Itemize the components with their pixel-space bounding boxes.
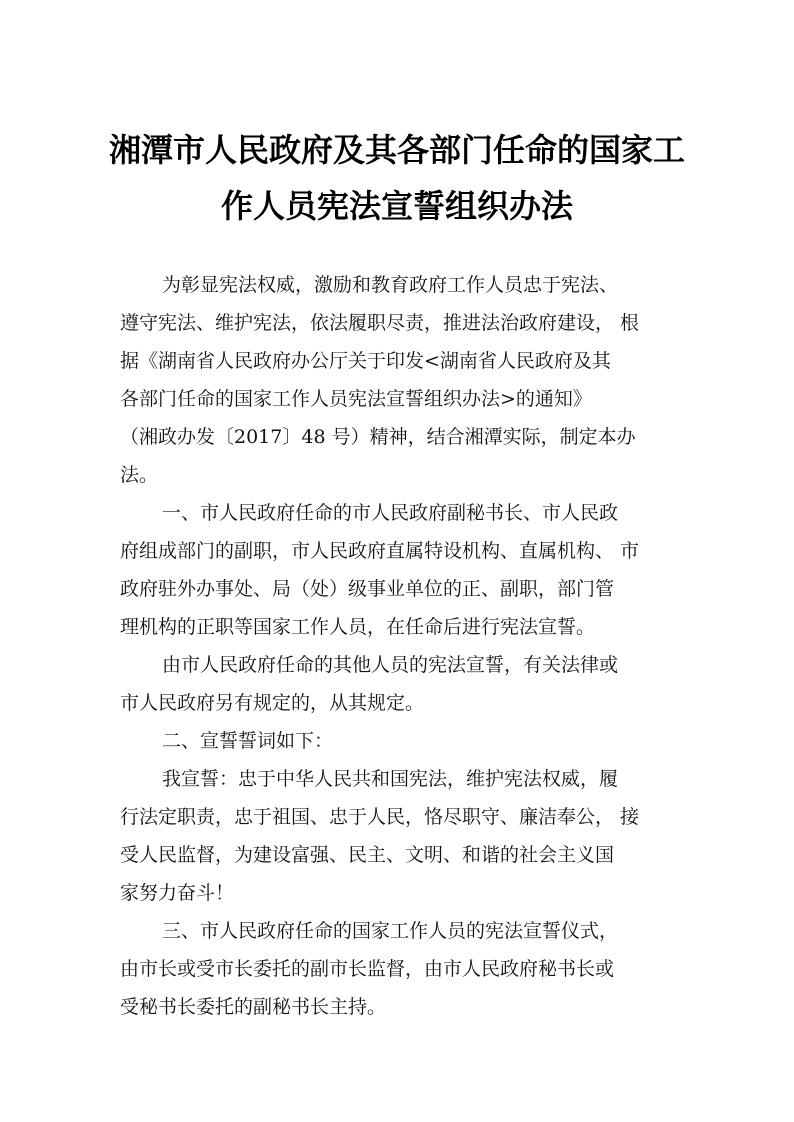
document-title-line-2: 作人员宪法宣誓组织办法 — [220, 187, 573, 225]
body-line-4: 各部门任命的国家工作人员宪法宣誓组织办法>的通知》 — [120, 388, 592, 410]
body-line-17: 家努力奋斗！ — [120, 882, 235, 904]
document-title-line-1: 湘潭市人民政府及其各部门任命的国家工 — [108, 131, 685, 169]
body-line-9: 政府驻外办事处、局（处）级事业单位的正、副职，部门管 — [120, 578, 615, 600]
body-line-14: 我宣誓：忠于中华人民共和国宪法，维护宪法权威，履 — [162, 768, 619, 790]
body-line-11: 由市人民政府任命的其他人员的宪法宣誓，有关法律或 — [162, 654, 619, 676]
body-line-7: 一、市人民政府任命的市人民政府副秘书长、市人民政 — [162, 502, 619, 524]
body-line-2: 遵守宪法、维护宪法，依法履职尽责，推进法治政府建设， 根 — [120, 312, 640, 334]
body-line-12: 市人民政府另有规定的，从其规定。 — [120, 692, 425, 714]
body-line-10: 理机构的正职等国家工作人员，在任命后进行宪法宣誓。 — [120, 616, 596, 638]
body-line-15: 行法定职责，忠于祖国、忠于人民，恪尽职守、廉洁奉公， 接 — [120, 806, 640, 828]
body-line-6: 法。 — [120, 464, 159, 486]
body-line-5: （湘政办发〔2017〕48 号）精神，结合湘潭实际，制定本办 — [120, 426, 636, 448]
body-line-3: 据《湖南省人民政府办公厅关于印发<湖南省人民政府及其 — [120, 350, 611, 372]
body-line-19: 由市长或受市长委托的副市长监督，由市人民政府秘书长或 — [120, 958, 615, 980]
body-line-8: 府组成部门的副职，市人民政府直属特设机构、直属机构、 市 — [120, 540, 640, 562]
body-line-18: 三、市人民政府任命的国家工作人员的宪法宣誓仪式， — [162, 920, 619, 942]
body-line-13: 二、宣誓誓词如下： — [162, 730, 334, 752]
body-line-20: 受秘书长委托的副秘书长主持。 — [120, 996, 387, 1018]
body-line-1: 为彰显宪法权威，激励和教育政府工作人员忠于宪法、 — [162, 274, 619, 296]
body-line-16: 受人民监督，为建设富强、民主、文明、和谐的社会主义国 — [120, 844, 615, 866]
